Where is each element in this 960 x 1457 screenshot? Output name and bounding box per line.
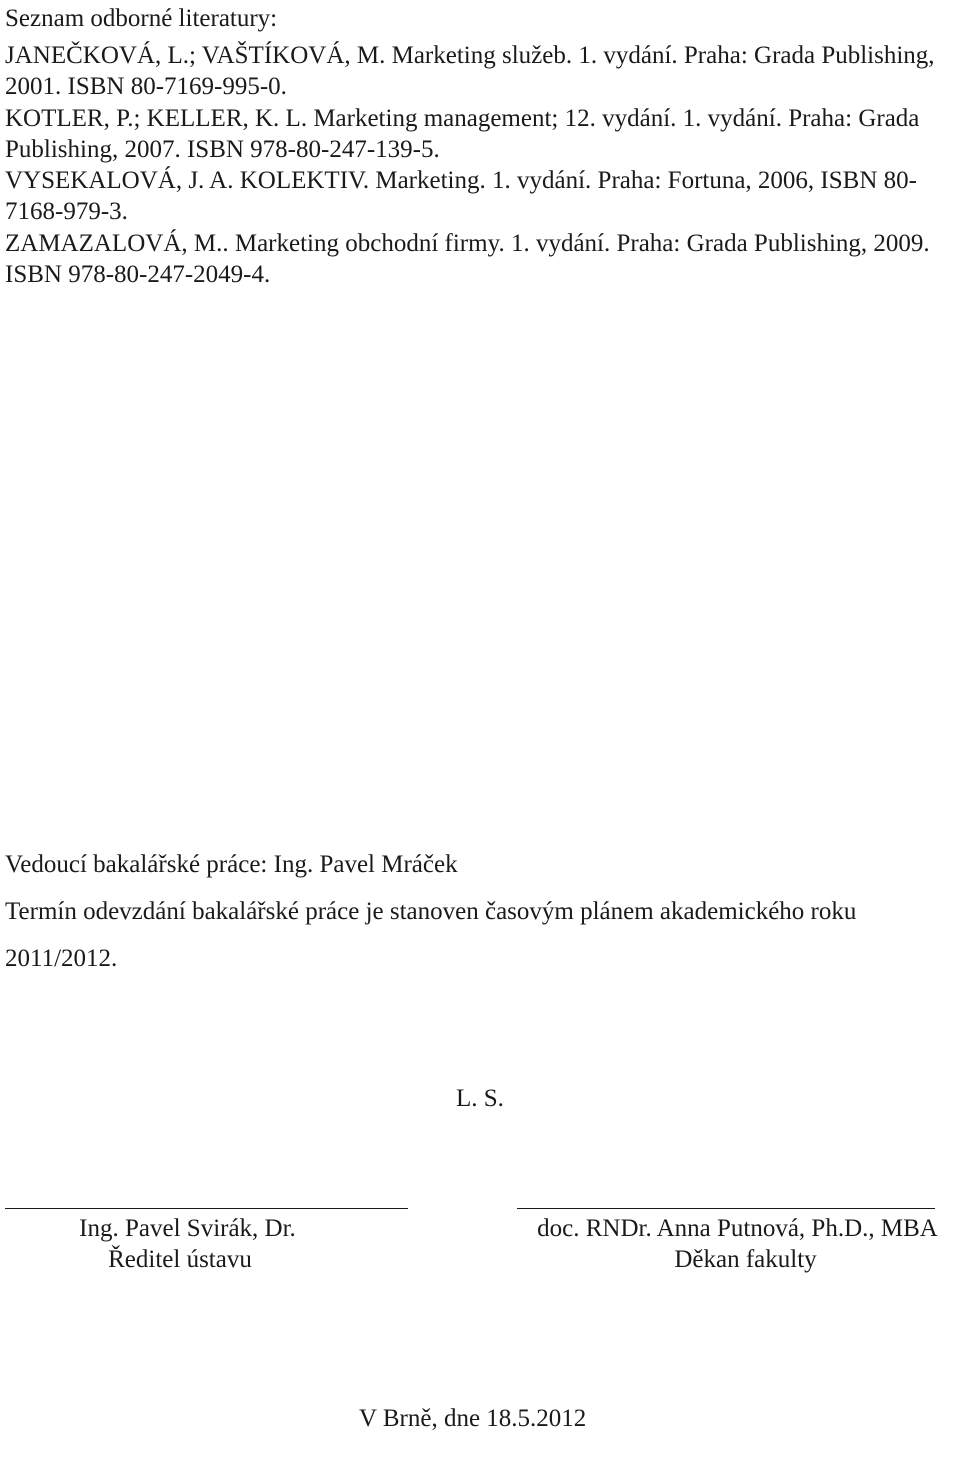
signature-name-left: Ing. Pavel Svirák, Dr. [79, 1215, 296, 1242]
signature-name-right: doc. RNDr. Anna Putnová, Ph.D., MBA [537, 1215, 938, 1242]
reference-item: KOTLER, P.; KELLER, K. L. Marketing management; 12. vydání. 1. vydání. Praha: Grada Publishing, 2007. ISBN 978-80-247-139-5. [5, 104, 920, 163]
signature-title-left: Ředitel ústavu [108, 1246, 252, 1273]
reference-item: JANEČKOVÁ, L.; VAŠTÍKOVÁ, M. Marketing služeb. 1. vydání. Praha: Grada Publishing, 2001. ISBN 80-7169-995-0. [5, 42, 935, 101]
reference-item: VYSEKALOVÁ, J. A. KOLEKTIV. Marketing. 1. vydání. Praha: Fortuna, 2006, ISBN 80-7168-979-3. [5, 167, 917, 226]
signature-line-left [5, 1208, 408, 1209]
reference-item: ZAMAZALOVÁ, M.. Marketing obchodní firmy. 1. vydání. Praha: Grada Publishing, 2009. ISBN 978-80-247-2049-4. [5, 229, 930, 289]
signature-line-right [517, 1208, 935, 1209]
deadline-line: Termín odevzdání bakalářské práce je stanoven časovým plánem akademického roku [5, 898, 857, 925]
signature-title-right: Děkan fakulty [674, 1246, 817, 1273]
deadline-year: 2011/2012. [5, 945, 118, 972]
stamp-placeholder: L. S. [456, 1085, 504, 1112]
supervisor-line: Vedoucí bakalářské práce: Ing. Pavel Mráček [5, 851, 458, 878]
place-and-date: V Brně, dne 18.5.2012 [359, 1405, 587, 1432]
literature-heading: Seznam odborné literatury: [5, 5, 278, 32]
reference-list [5, 40, 950, 290]
